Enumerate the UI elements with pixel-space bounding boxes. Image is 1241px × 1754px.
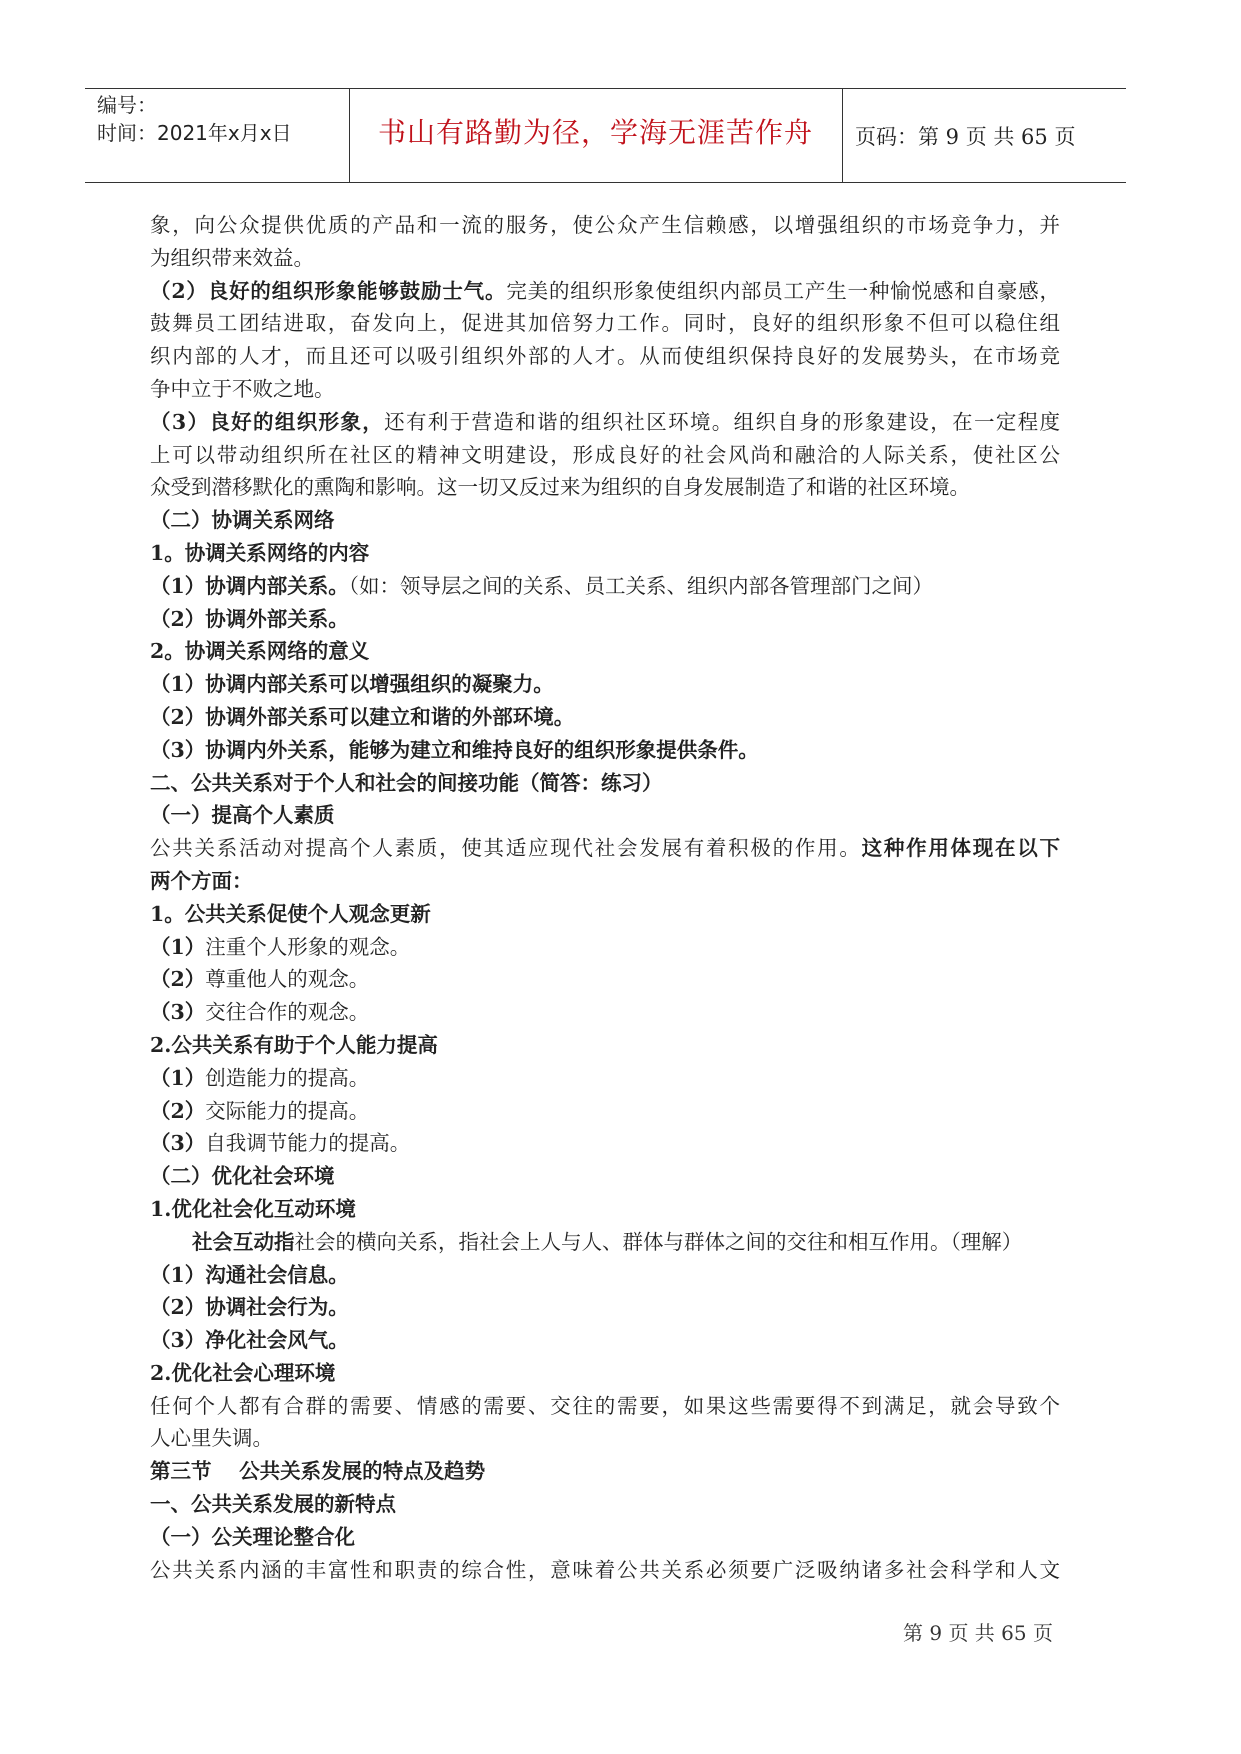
- list-item: [150, 570, 1060, 603]
- paragraph-line: [150, 406, 1060, 439]
- list-number: （2）: [150, 1098, 206, 1123]
- document-date-label: 时间：2021年x月x日: [97, 121, 292, 145]
- list-item: （1）协调内部关系可以增强组织的凝聚力。: [150, 672, 554, 697]
- text-run: （如：领导层之间的关系、员工关系、组织内部各管理部门之间）: [348, 573, 934, 598]
- bold-phrase: （1）协调内部关系。: [150, 573, 349, 598]
- paragraph-line: 众受到潜移默化的熏陶和影响。这一切又反过来为组织的自身发展制造了和谐的社区环境。: [150, 475, 970, 500]
- paragraph-line: 鼓舞员工团结进取，奋发向上，促进其加倍努力工作。同时，良好的组织形象不但可以稳住组: [150, 311, 1060, 336]
- list-item: （2）协调外部关系可以建立和谐的外部环境。: [150, 704, 575, 729]
- text-run: 尊重他人的观念。: [205, 967, 370, 992]
- subsection-heading: 1。协调关系网络的内容: [150, 540, 370, 565]
- text-run: 还有利于营造和谐的组织社区环境。组织自身的形象建设，在一定程度: [384, 409, 1061, 434]
- page-footer-number: 第 9 页 共 65 页: [903, 1621, 1053, 1645]
- subsection-heading: 1。公共关系促使个人观念更新: [150, 901, 431, 926]
- section-heading: （二）优化社会环境: [150, 1164, 335, 1189]
- document-number-label: 编号：: [97, 93, 157, 117]
- section-heading: （一）公关理论整合化: [150, 1524, 355, 1549]
- section-heading: 二、公共关系对于个人和社会的间接功能（简答：练习）: [150, 770, 663, 795]
- list-item: （2）协调社会行为。: [150, 1295, 349, 1320]
- page-header: [85, 88, 1126, 183]
- bold-phrase: （2）良好的组织形象能够鼓励士气。: [150, 278, 507, 303]
- text-run: 完美的组织形象使组织内部员工产生一种愉悦感和自豪感，: [506, 278, 1061, 303]
- header-motto: 书山有路勤为径，学海无涯苦作舟: [377, 116, 813, 149]
- document-body: [150, 209, 1060, 1586]
- list-item: [150, 1095, 1060, 1128]
- subsection-heading: 1.优化社会化互动环境: [150, 1196, 356, 1221]
- header-meta: [97, 91, 292, 147]
- bold-phrase: 社会互动指: [192, 1229, 295, 1254]
- subsection-heading: 2.公共关系有助于个人能力提高: [150, 1032, 438, 1057]
- list-item: [150, 931, 1060, 964]
- subsection-heading: 2.优化社会心理环境: [150, 1360, 336, 1385]
- section-heading: （二）协调关系网络: [150, 508, 335, 533]
- paragraph-line: [150, 275, 1060, 308]
- paragraph-line: 公共关系内涵的丰富性和职责的综合性，意味着公共关系必须要广泛吸纳诸多社会科学和人文: [150, 1557, 1060, 1582]
- text-run: 自我调节能力的提高。: [205, 1131, 411, 1156]
- list-item: [150, 1127, 1060, 1160]
- text-run: 交往合作的观念。: [205, 1000, 370, 1025]
- subsection-heading: 2。协调关系网络的意义: [150, 639, 370, 664]
- section-heading: （一）提高个人素质: [150, 803, 335, 828]
- list-item: [150, 996, 1060, 1029]
- list-number: （1）: [150, 934, 206, 959]
- list-number: （1）: [150, 1065, 206, 1090]
- paragraph-line: 织内部的人才，而且还可以吸引组织外部的人才。从而使组织保持良好的发展势头，在市场竞: [150, 344, 1060, 369]
- paragraph-line: 争中立于不败之地。: [150, 376, 335, 401]
- list-number: （3）: [150, 1000, 206, 1025]
- paragraph-line: 人心里失调。: [150, 1426, 273, 1451]
- list-item: [150, 963, 1060, 996]
- list-number: （3）: [150, 1131, 206, 1156]
- text-run: 注重个人形象的观念。: [205, 934, 411, 959]
- paragraph-line: 象，向公众提供优质的产品和一流的服务，使公众产生信赖感，以增强组织的市场竞争力，并: [150, 213, 1060, 237]
- paragraph-line: 为组织带来效益。: [150, 245, 314, 270]
- text-run: 公共关系活动对提高个人素质，使其适应现代社会发展有着积极的作用。: [150, 836, 862, 861]
- header-divider: [842, 89, 843, 182]
- list-number: （2）: [150, 967, 206, 992]
- text-run: 交际能力的提高。: [205, 1098, 370, 1123]
- text-run: 社会的横向关系，指社会上人与人、群体与群体之间的交往和相互作用。（理解）: [294, 1229, 1023, 1254]
- text-run: 创造能力的提高。: [205, 1065, 370, 1090]
- bold-phrase: 这种作用体现在以下: [861, 836, 1061, 861]
- paragraph-line: 上可以带动组织所在社区的精神文明建设，形成良好的社会风尚和融洽的人际关系，使社区公: [150, 442, 1060, 467]
- header-page-number: 页码：第 9 页 共 65 页: [855, 125, 1076, 149]
- list-item: （1）沟通社会信息。: [150, 1262, 349, 1287]
- bold-phrase: （3）良好的组织形象，: [150, 409, 385, 434]
- list-item: （3）协调内外关系，能够为建立和维持良好的组织形象提供条件。: [150, 737, 759, 762]
- paragraph-line: 两个方面：: [150, 868, 253, 893]
- chapter-section-heading: 第三节 公共关系发展的特点及趋势: [150, 1459, 486, 1484]
- paragraph-line: [150, 832, 1060, 865]
- paragraph-line: [150, 1226, 1060, 1259]
- paragraph-line: 任何个人都有合群的需要、情感的需要、交往的需要，如果这些需要得不到满足，就会导致个: [150, 1393, 1060, 1418]
- section-heading: 一、公共关系发展的新特点: [150, 1492, 396, 1517]
- list-item: （3）净化社会风气。: [150, 1328, 349, 1353]
- list-item: [150, 1062, 1060, 1095]
- list-item: （2）协调外部关系。: [150, 606, 349, 631]
